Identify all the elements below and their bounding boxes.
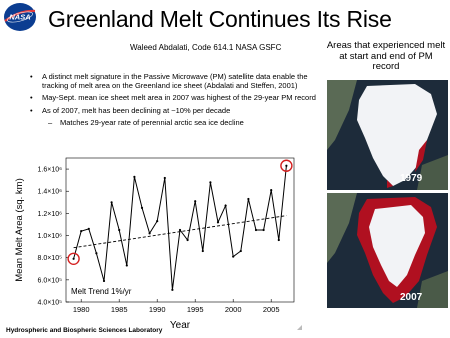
data-point [111,201,113,203]
data-point [118,229,120,231]
x-tick-label: 1995 [186,305,204,314]
data-point [232,255,234,257]
y-tick-label: 1.6×10⁶ [37,166,62,174]
data-point [278,239,280,241]
bullet-list [28,72,318,130]
page-title: Greenland Melt Continues Its Rise [48,6,392,32]
data-point [133,176,135,178]
x-tick-label: 2005 [262,305,280,314]
data-point [270,189,272,191]
bullet-item: • A distinct melt signature in the Passive Microwave (PM) satellite data enable the tracking of melt area on the Greenland ice sheet (Abdalati and Steffen, 2001) [28,72,318,90]
data-point [202,250,204,252]
data-point [164,177,166,179]
x-tick-label: 1985 [110,305,128,314]
nasa-logo [3,2,37,32]
data-point [187,239,189,241]
trend-annotation: Melt Trend 1%/yr [71,287,132,296]
data-point [141,207,143,209]
data-point [209,181,211,183]
y-tick-label: 6.0×10⁵ [37,277,62,285]
y-axis-label: Mean Melt Area (sq. km) [14,178,25,282]
highlight-circles [68,160,292,264]
data-point [217,221,219,223]
x-tick-label: 2000 [224,305,242,314]
data-point [95,252,97,254]
data-point [179,229,181,231]
map-year-2007: 2007 [400,292,423,303]
greenland-map-1979 [327,80,448,190]
melt-series-line [74,166,287,290]
data-point [194,200,196,202]
sub-bullet-item: – Matches 29-year rate of perennial arctic sea ice decline [28,118,318,127]
x-tick-label: 1990 [148,305,166,314]
x-axis-ticks [73,299,280,314]
bullet-item: • As of 2007, melt has been declining at ~10% per decade [28,106,318,115]
data-point [73,258,75,260]
y-axis-ticks [37,167,69,307]
data-point [156,220,158,222]
data-point [240,250,242,252]
data-point [88,228,90,230]
data-point [103,280,105,282]
map-year-1979: 1979 [400,173,423,184]
y-tick-label: 4.0×10⁵ [37,299,62,307]
data-point [247,198,249,200]
footer-lab-name: Hydrospheric and Biospheric Sciences Laboratory [6,327,163,334]
x-axis-label: Year [169,320,191,331]
data-point [225,205,227,207]
y-tick-label: 1.2×10⁶ [37,210,62,218]
data-point [126,264,128,266]
y-tick-label: 1.0×10⁶ [37,233,62,241]
y-tick-label: 1.4×10⁶ [37,188,62,196]
y-tick-label: 8.0×10⁵ [37,255,62,263]
nasa-logo-text: NASA [9,12,31,22]
author-credit: Waleed Abdalati, Code 614.1 NASA GSFC [130,43,282,52]
corner-icon [296,324,303,331]
bullet-item: • May-Sept. mean ice sheet melt area in 2007 was highest of the 29-year PM record [28,93,318,102]
melt-area-chart [0,150,300,332]
data-point [285,165,287,167]
maps-caption: Areas that experienced melt at start and end of PM record [326,40,446,72]
x-tick-label: 1980 [72,305,90,314]
data-point [263,229,265,231]
data-point [149,232,151,234]
data-point [80,230,82,232]
data-point [171,289,173,291]
data-point [255,229,257,231]
greenland-map-2007 [327,193,448,308]
